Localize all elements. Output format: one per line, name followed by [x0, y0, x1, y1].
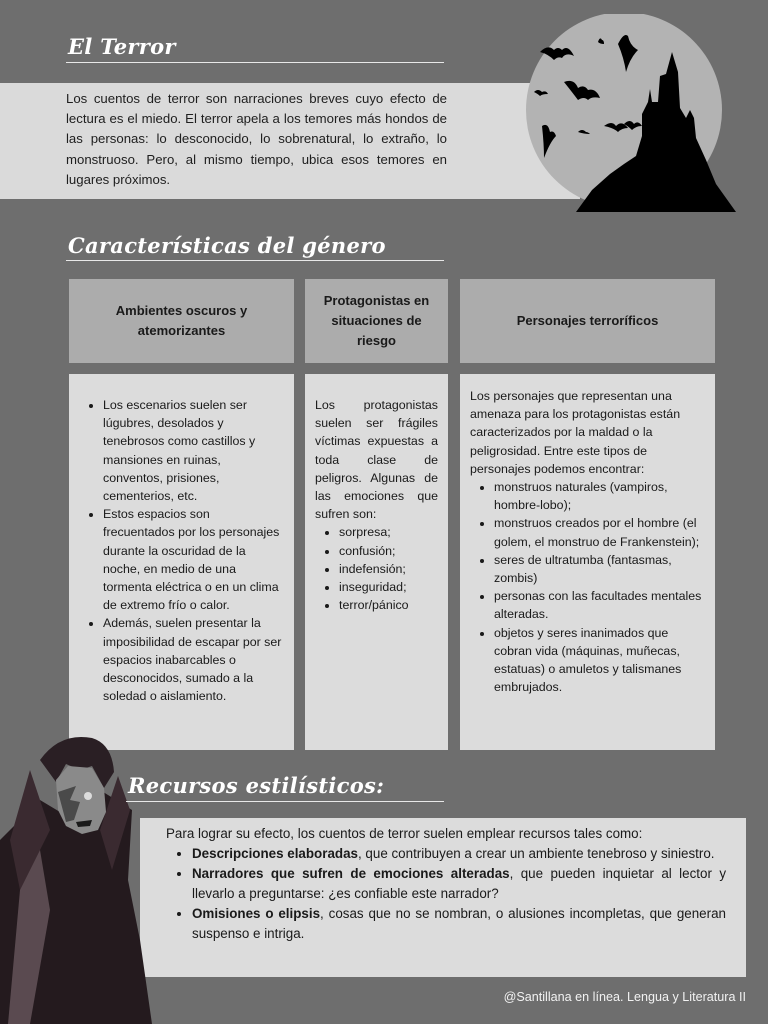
list-item: • seres de ultratumba (fantasmas, zombis)	[494, 551, 703, 587]
personajes-intro: Los personajes que representan una amenaza para los protagonistas están caracterizados por la maldad o la peligrosidad. Entre este tipos de personajes podemos encontrar:	[470, 389, 681, 476]
characters-list	[470, 478, 703, 696]
resources-intro: Para lograr su efecto, los cuentos de terror suelen emplear recursos tales como:	[166, 826, 643, 841]
title-rule	[66, 62, 444, 63]
column-header-personajes: Personajes terroríficos	[460, 279, 715, 363]
list-item: • Estos espacios son frecuentados por los personajes durante la oscuridad de la noche, en medio de una tormenta eléctrica o en un clima de extremo frío o calor.	[103, 505, 282, 614]
eye-shape	[84, 792, 92, 800]
list-item: • indefensión;	[339, 560, 438, 578]
list-item	[192, 864, 726, 904]
list-item	[192, 904, 726, 944]
list-item-bold: Narradores que sufren de emociones alteradas	[192, 866, 510, 881]
protagonistas-intro: Los protagonistas suelen ser frágiles víctimas expuestas a toda clase de peligros. Algunas de las emociones que sufren son:	[315, 398, 438, 522]
intro-paragraph: Los cuentos de terror son narraciones breves cuyo efecto de lectura es el miedo. El terror apela a los temores más hondos de las personas: lo desconocido, lo sobrenatural, lo extraño, lo monstruoso. Pero, al mismo tiempo, ubica esos temores en lugares próximos.	[66, 91, 447, 187]
title-rule	[66, 260, 444, 261]
list-item-bold: Omisiones o elipsis	[192, 906, 321, 921]
emotions-list	[315, 523, 438, 614]
castle-moon-illustration	[520, 14, 740, 214]
list-item: • inseguridad;	[339, 578, 438, 596]
column-body-personajes	[460, 374, 715, 750]
column-header-ambientes: Ambientes oscuros y atemorizantes	[69, 279, 294, 363]
column-body-protagonistas	[305, 374, 448, 750]
list-item-text: , que contribuyen a crear un ambiente tenebroso y siniestro.	[357, 846, 715, 861]
section-title-terror: El Terror	[68, 34, 176, 59]
list-item: • monstruos creados por el hombre (el golem, el monstruo de Frankenstein);	[494, 514, 703, 550]
list-item: • Los escenarios suelen ser lúgubres, desolados y tenebrosos como castillos y mansiones en ruinas, conventos, prisiones, cementerios, etc.	[103, 396, 282, 505]
list-item: • sorpresa;	[339, 523, 438, 541]
title-rule	[126, 801, 444, 802]
list-item: • terror/pánico	[339, 596, 438, 614]
column-header-protagonistas: Protagonistas en situaciones de riesgo	[305, 279, 448, 363]
ambientes-list	[79, 396, 282, 705]
list-item-text: , que pueden inquietar al lector y llevarlo a preguntarse: ¿es confiable este narrador?	[192, 866, 727, 901]
list-item: • Además, suelen presentar la imposibilidad de escapar por ser espacios inabarcables o desconocidos, sumado a la soledad o aislamiento.	[103, 614, 282, 705]
resources-content	[166, 824, 726, 944]
footer-credit: @Santillana en línea. Lengua y Literatura II	[503, 990, 746, 1004]
list-item	[192, 844, 726, 864]
list-item-bold: Descripciones elaboradas	[192, 846, 358, 861]
list-item: • objetos y seres inanimados que cobran vida (máquinas, muñecas, estatuas) o amuletos y talismanes embrujados.	[494, 624, 703, 697]
list-item: • personas con las facultades mentales alteradas.	[494, 587, 703, 623]
list-item: • confusión;	[339, 542, 438, 560]
list-item-text: , cosas que no se nombran, o alusiones incompletas, que generan suspenso e intriga.	[192, 906, 726, 941]
column-body-ambientes	[69, 374, 294, 750]
resources-list	[166, 844, 726, 944]
list-item: • monstruos naturales (vampiros, hombre-lobo);	[494, 478, 703, 514]
section-title-recursos: Recursos estilísticos:	[128, 773, 385, 798]
section-title-caracteristicas: Características del género	[68, 233, 386, 258]
